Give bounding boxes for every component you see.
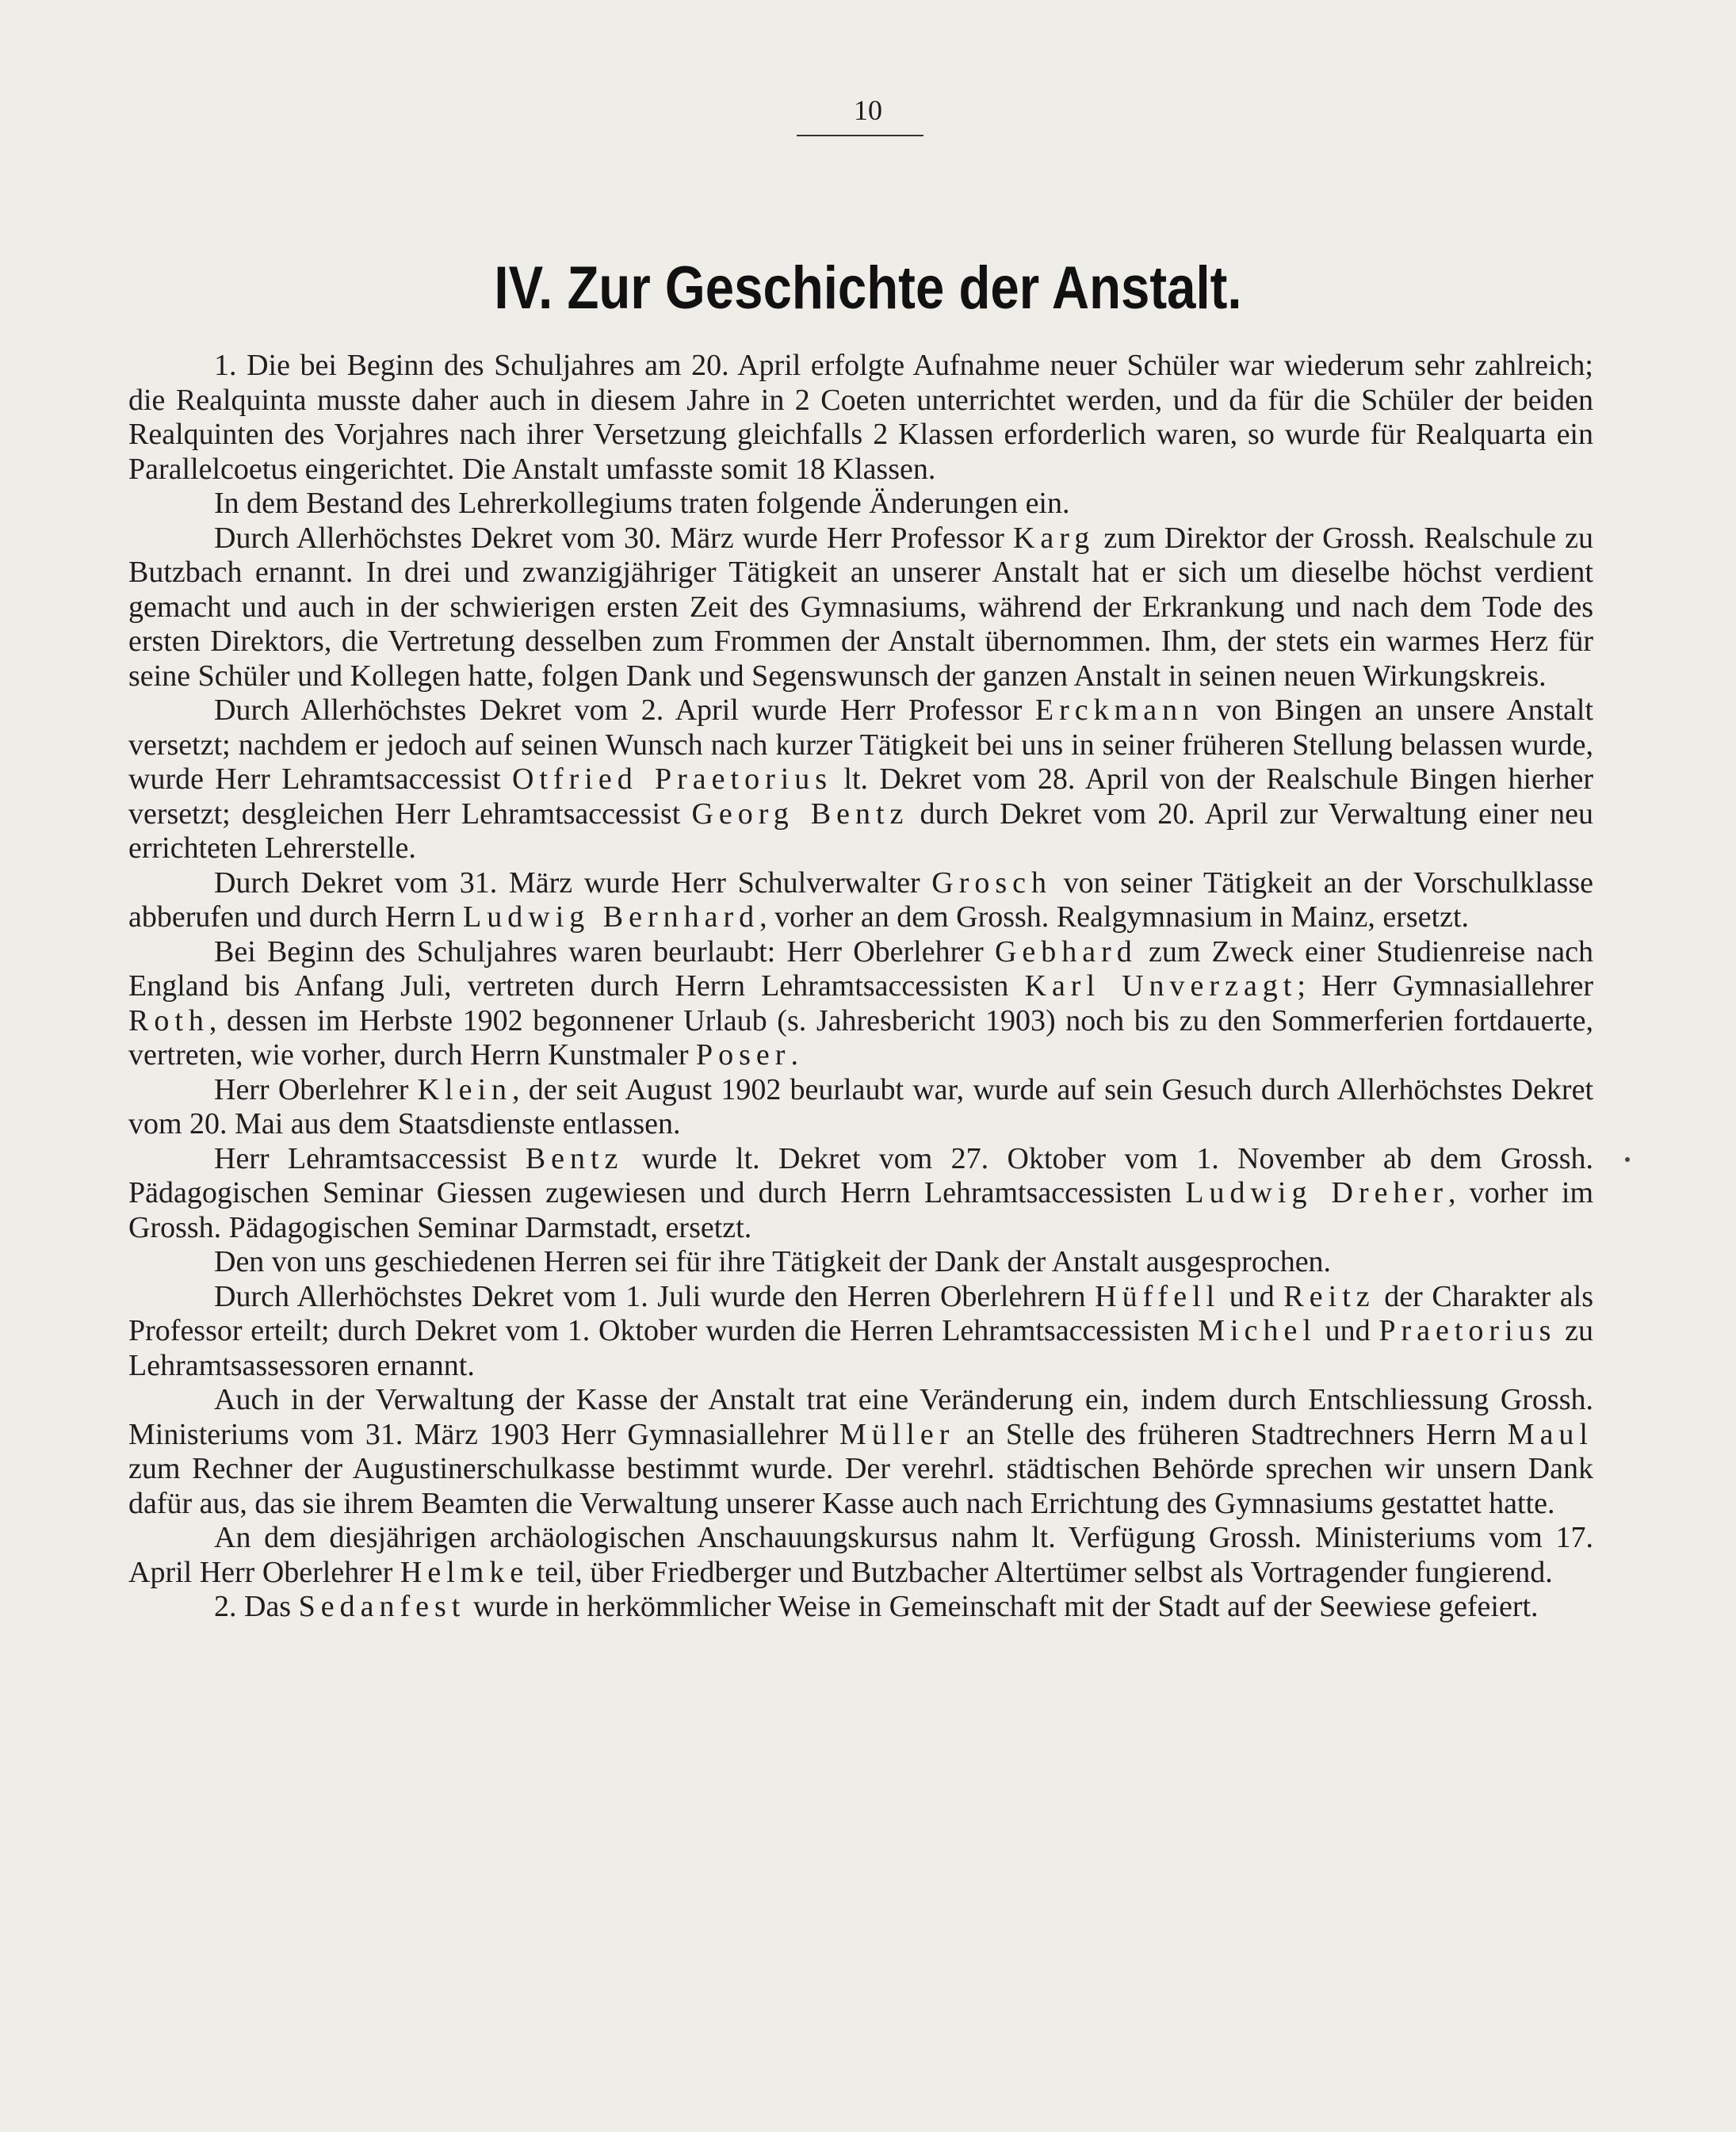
- spaced-name: Ludwig Bernhard: [463, 900, 760, 934]
- spaced-name: Gebhard: [994, 934, 1138, 969]
- paragraph-1: 1. Die bei Beginn des Schuljahres am 20. April erfolgte Aufnahme neuer Schüler war wiederum sehr zahlreich; die Realquinta musste daher auch in diesem Jahre in 2 Coeten unterrichtet werden, und da für die Schüler der beiden Realquinten des Vorjahres nach ihrer Versetzung gleichfalls 2 Klassen erforderlich waren, so wurde für Realquarta ein Parallelcoetus eingerichtet. Die Anstalt umfasste somit 18 Klassen.: [128, 349, 1593, 486]
- spaced-name: Bentz: [525, 1141, 624, 1175]
- spaced-name: Ludwig Dreher: [1185, 1176, 1449, 1209]
- spaced-name: Roth: [128, 1003, 209, 1037]
- paragraph-2: In dem Bestand des Lehrerkollegiums traten folgende Änderungen ein.: [214, 487, 1070, 520]
- paragraph-4: Durch Allerhöchstes Dekret vom 2. April wurde Herr Professor Erckmann von Bingen an unsere Anstalt versetzt; nachdem er jedoch auf seinen Wunsch nach kurzer Tätigkeit bei uns in seiner früheren Stellung belassen wurde, wurde Herr Lehramtsaccessist Otfried Praetorius lt. Dekret vom 28. April von der Realschule Bingen hierher versetzt; desgleichen Herr Lehramtsaccessist Georg Bentz durch Dekret vom 20. April zur Verwaltung einer neu errichteten Lehrerstelle.: [128, 693, 1593, 865]
- spaced-name: Karg: [1012, 521, 1096, 555]
- spaced-name: Grosch: [931, 865, 1053, 900]
- spaced-name: Michel: [1198, 1314, 1317, 1347]
- page-number-rule: [797, 135, 923, 136]
- section-title: IV. Zur Geschichte der Anstalt.: [494, 254, 1242, 322]
- spaced-name: Otfried Praetorius: [511, 762, 833, 796]
- ink-speck: [1625, 1157, 1630, 1162]
- paragraph-6: Bei Beginn des Schuljahres waren beurlaubt: Herr Oberlehrer Gebhard zum Zweck einer Studienreise nach England bis Anfang Juli, vertreten durch Herrn Lehramtsaccessisten Karl Unverzagt; Herr Gymnasiallehrer Roth, dessen im Herbste 1902 begonnener Urlaub (s. Jahresbericht 1903) noch bis zu den Sommerferien fortdauerte, vertreten, wie vorher, durch Herrn Kunstmaler Poser.: [128, 934, 1593, 1072]
- body-text: [128, 349, 1593, 1625]
- page-number: 10: [854, 94, 882, 126]
- paragraph-12: An dem diesjährigen archäologischen Anschauungskursus nahm lt. Verfügung Grossh. Ministeriums vom 17. April Herr Oberlehrer Helmke teil, über Friedberger und Butzbacher Altertümer selbst als Vortragender fungierend.: [128, 1521, 1593, 1589]
- spaced-name: Karl Unverzagt: [1024, 969, 1298, 1003]
- paragraph-7: Herr Oberlehrer Klein, der seit August 1902 beurlaubt war, wurde auf sein Gesuch durch Allerhöchstes Dekret vom 20. Mai aus dem Staatsdienste entlassen.: [128, 1072, 1593, 1141]
- paragraph-3: Durch Allerhöchstes Dekret vom 30. März wurde Herr Professor Karg zum Direktor der Grossh. Realschule zu Butzbach ernannt. In drei und zwanzigjähriger Tätigkeit an unserer Anstalt hat er sich um dieselbe höchst verdient gemacht und auch in der schwierigen ersten Zeit des Gymnasiums, während der Erkrankung und nach dem Tode des ersten Direktors, die Vertretung desselben zum Frommen der Anstalt übernommen. Ihm, der stets ein warmes Herz für seine Schüler und Kollegen hatte, folgen Dank und Segenswunsch der ganzen Anstalt in seinen neuen Wirkungskreis.: [128, 521, 1593, 693]
- spaced-name: Klein: [417, 1072, 513, 1106]
- paragraph-9: Den von uns geschiedenen Herren sei für ihre Tätigkeit der Dank der Anstalt ausgesprochen.: [214, 1245, 1332, 1278]
- paragraph-10: Durch Allerhöchstes Dekret vom 1. Juli wurde den Herren Oberlehrern Hüffell und Reitz der Charakter als Professor erteilt; durch Dekret vom 1. Oktober wurden die Herren Lehramtsaccessisten Michel und Praetorius zu Lehramtsassessoren ernannt.: [128, 1279, 1594, 1382]
- paragraph-11: Auch in der Verwaltung der Kasse der Anstalt trat eine Veränderung ein, indem durch Entschliessung Grossh. Ministeriums vom 31. März 1903 Herr Gymnasiallehrer Müller an Stelle des früheren Stadtrechners Herrn Maul zum Rechner der Augustinerschulkasse bestimmt wurde. Der verehrl. städtischen Behörde sprechen wir unsern Dank dafür aus, das sie ihrem Beamten die Verwaltung unserer Kasse auch nach Errichtung des Gymnasiums gestattet hatte.: [128, 1383, 1593, 1520]
- spaced-name: Georg Bentz: [691, 797, 909, 831]
- spaced-name: Praetorius: [1378, 1314, 1557, 1347]
- paragraph-13: 2. Das Sedanfest wurde in herkömmlicher Weise in Gemeinschaft mit der Stadt auf der Seewiese gefeiert.: [214, 1590, 1539, 1623]
- spaced-name: Müller: [839, 1417, 955, 1451]
- spaced-name: Sedanfest: [298, 1590, 466, 1623]
- spaced-name: Reitz: [1283, 1279, 1375, 1313]
- spaced-name: Poser: [695, 1038, 791, 1072]
- paragraph-8: Herr Lehramtsaccessist Bentz wurde lt. Dekret vom 27. Oktober vom 1. November ab dem Grossh. Pädagogischen Seminar Giessen zugewiesen und durch Herrn Lehramtsaccessisten Ludwig Dreher, vorher im Grossh. Pädagogischen Seminar Darmstadt, ersetzt.: [128, 1141, 1594, 1244]
- spaced-name: Helmke: [400, 1555, 530, 1589]
- paragraph-5: Durch Dekret vom 31. März wurde Herr Schulverwalter Grosch von seiner Tätigkeit an der Vorschulklasse abberufen und durch Herrn Ludwig Bernhard, vorher an dem Grossh. Realgymnasium in Mainz, ersetzt.: [128, 865, 1594, 934]
- spaced-name: Maul: [1507, 1417, 1593, 1451]
- spaced-name: Hüffell: [1095, 1279, 1221, 1313]
- spaced-name: Erckmann: [1034, 693, 1204, 727]
